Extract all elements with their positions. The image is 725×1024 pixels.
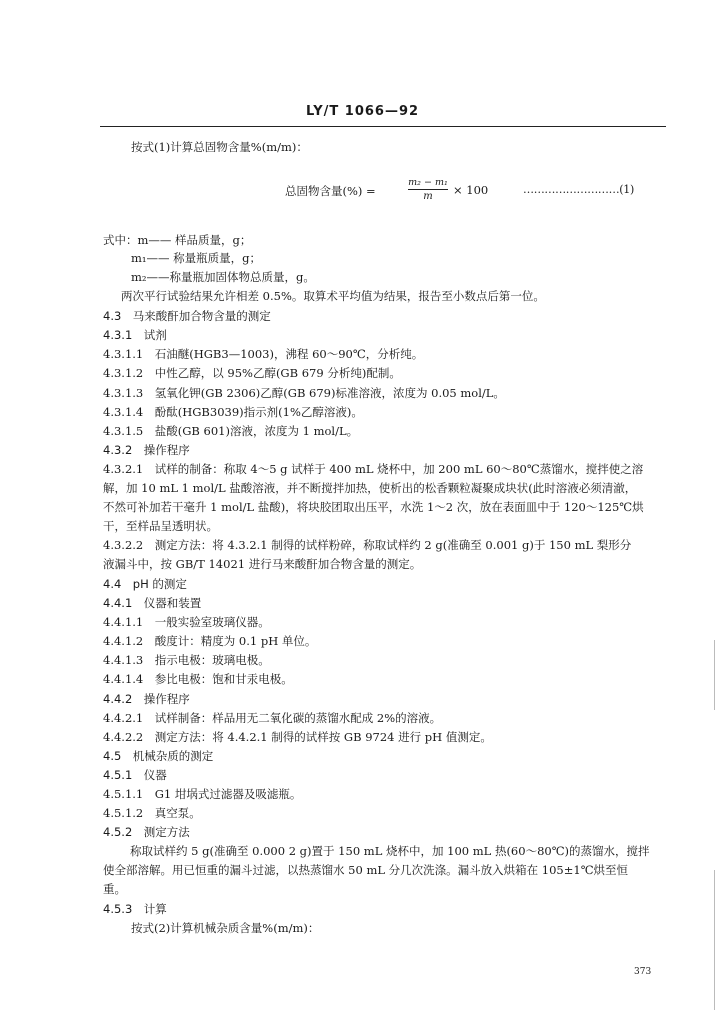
variable-definition: m₂——称量瓶加固体物总质量，g。 bbox=[131, 270, 315, 284]
header-rule bbox=[100, 126, 666, 127]
fraction-bar bbox=[408, 189, 448, 190]
clause-line: 4.3.1.5 盐酸(GB 601)溶液，浓度为 1 mol/L。 bbox=[103, 424, 359, 438]
clause-line: 4.4.2.1 试样制备：样品用无二氧化碳的蒸馏水配成 2%的溶液。 bbox=[103, 711, 442, 725]
subsection-heading: 4.5.3 计算 bbox=[103, 902, 167, 916]
formula-1-denominator: m bbox=[423, 191, 433, 202]
section-heading-4-3: 4.3 马来酸酐加合物含量的测定 bbox=[103, 309, 271, 323]
paragraph-line: 解，加 10 mL 1 mol/L 盐酸溶液，并不断搅拌加热，使析出的松香颗粒凝聚成块状(此时溶液必须清澈， bbox=[103, 481, 637, 495]
clause-line: 4.3.2.1 试样的制备：称取 4～5 g 试样于 400 mL 烧杯中，加 200 mL 60～80℃蒸馏水，搅拌使之溶 bbox=[103, 462, 644, 476]
page-number: 373 bbox=[634, 967, 652, 977]
subsection-heading: 4.4.2 操作程序 bbox=[103, 692, 190, 706]
variable-definition: m₁—— 称量瓶质量，g； bbox=[131, 251, 262, 265]
subsection-heading: 4.3.1 试剂 bbox=[103, 328, 167, 342]
clause-line: 4.3.1.4 酚酞(HGB3039)指示剂(1%乙醇溶液)。 bbox=[103, 405, 363, 419]
paragraph-line: 不然可补加若干毫升 1 mol/L 盐酸)，将块胶团取出压平，水洗 1～2 次，放在表面皿中于 120～125℃烘 bbox=[103, 500, 644, 514]
paragraph-line: 重。 bbox=[103, 882, 126, 896]
paragraph-line: 干，至样品呈透明状。 bbox=[103, 519, 218, 533]
formula-1-factor: × 100 bbox=[453, 183, 489, 197]
formula-1-fraction bbox=[408, 177, 448, 202]
subsection-heading: 4.3.2 操作程序 bbox=[103, 443, 190, 457]
clause-line: 4.4.2.2 测定方法：将 4.4.2.1 制得的试样按 GB 9724 进行 pH 值测定。 bbox=[103, 730, 492, 744]
subsection-heading: 4.5.1 仪器 bbox=[103, 768, 167, 782]
subsection-heading: 4.4.1 仪器和装置 bbox=[103, 596, 202, 610]
section-heading-4-5: 4.5 机械杂质的测定 bbox=[103, 749, 214, 763]
clause-line: 4.5.1.1 G1 坩埚式过滤器及吸滤瓶。 bbox=[103, 787, 302, 801]
section-heading-4-4: 4.4 pH 的测定 bbox=[103, 577, 187, 591]
clause-line: 4.4.1.2 酸度计：精度为 0.1 pH 单位。 bbox=[103, 634, 317, 648]
paragraph-line: 液漏斗中，按 GB/T 14021 进行马来酸酐加合物含量的测定。 bbox=[103, 557, 422, 571]
paragraph-line: 称取试样约 5 g(准确至 0.000 2 g)置于 150 mL 烧杯中，加 100 mL 热(60～80℃)的蒸馏水，搅拌 bbox=[130, 844, 650, 858]
formula-1-lhs: 总固物含量(%) = bbox=[285, 184, 376, 198]
standard-code-header: LY/T 1066—92 bbox=[305, 104, 420, 119]
formula-1-number: ………………………(1) bbox=[523, 183, 634, 196]
result-tolerance-note: 两次平行试验结果允许相差 0.5%。取算术平均值为结果，报告至小数点后第一位。 bbox=[121, 289, 545, 303]
subsection-heading: 4.5.2 测定方法 bbox=[103, 825, 190, 839]
clause-line: 4.3.2.2 测定方法：将 4.3.2.1 制得的试样粉碎，称取试样约 2 g(准确至 0.001 g)于 150 mL 梨形分 bbox=[103, 538, 632, 552]
scan-edge-mark bbox=[714, 640, 715, 710]
clause-line: 4.3.1.2 中性乙醇，以 95%乙醇(GB 679 分析纯)配制。 bbox=[103, 366, 401, 380]
clause-line: 4.4.1.4 参比电极：饱和甘汞电极。 bbox=[103, 672, 293, 686]
formula-1-numerator: m₂ − m₁ bbox=[408, 177, 448, 188]
clause-line: 4.3.1.1 石油醚(HGB3—1003)，沸程 60～90℃，分析纯。 bbox=[103, 347, 424, 361]
formula-2-intro: 按式(2)计算机械杂质含量%(m/m)： bbox=[131, 921, 320, 935]
clause-line: 4.4.1.1 一般实验室玻璃仪器。 bbox=[103, 615, 270, 629]
clause-line: 4.5.1.2 真空泵。 bbox=[103, 806, 201, 820]
clause-line: 4.4.1.3 指示电极：玻璃电极。 bbox=[103, 653, 270, 667]
paragraph-line: 使全部溶解。用已恒重的漏斗过滤，以热蒸馏水 50 mL 分几次洗涤。漏斗放入烘箱在 105±1℃烘至恒 bbox=[103, 863, 629, 877]
variable-definition: 式中：m—— 样品质量，g； bbox=[103, 233, 252, 247]
clause-line: 4.3.1.3 氢氧化钾(GB 2306)乙醇(GB 679)标准溶液，浓度为 0.05 mol/L。 bbox=[103, 386, 505, 400]
formula-1-intro: 按式(1)计算总固物含量%(m/m)： bbox=[131, 140, 308, 154]
scan-edge-mark bbox=[714, 870, 715, 1010]
